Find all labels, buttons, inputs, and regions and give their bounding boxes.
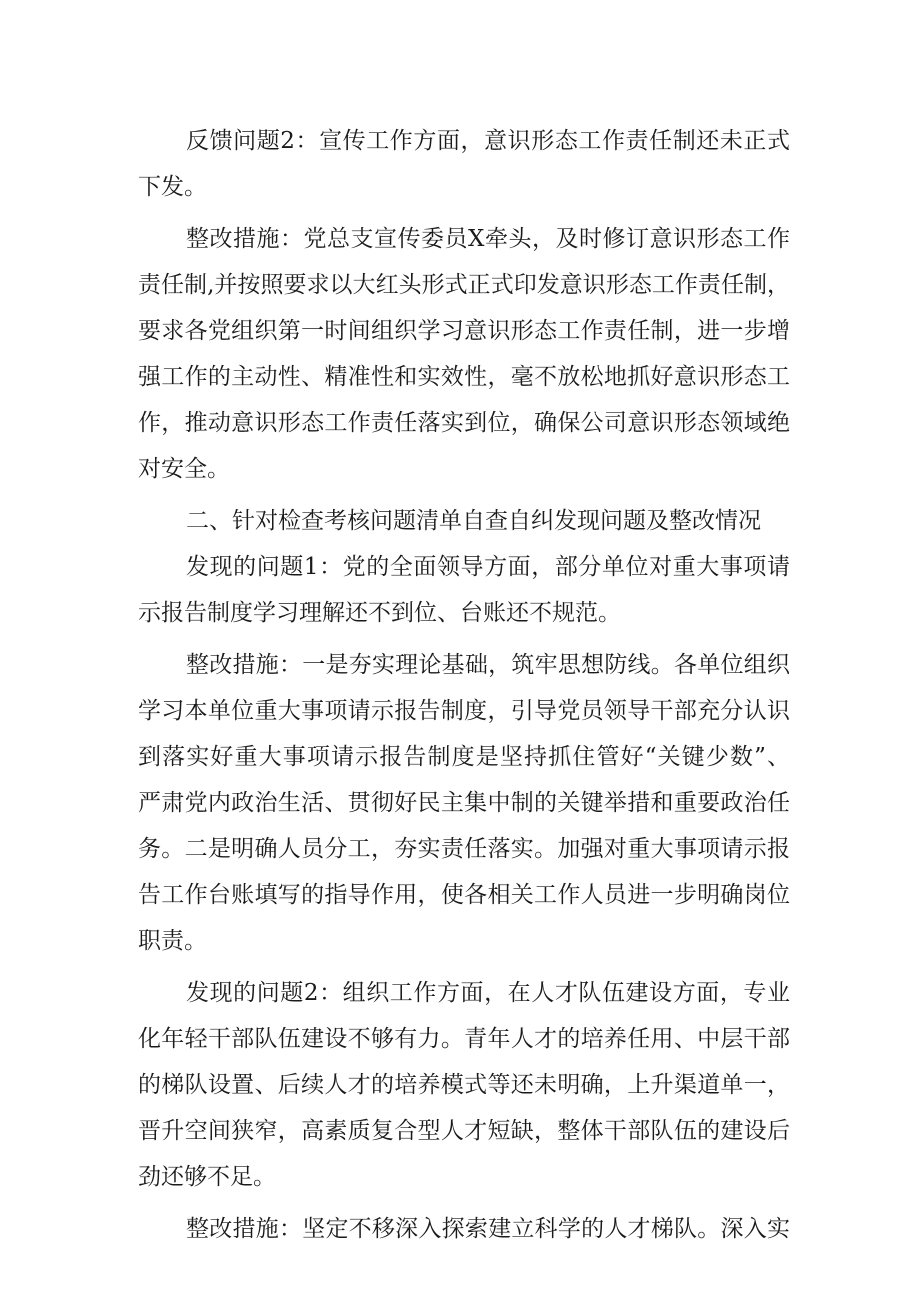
text-line: 反馈问题2：宣传工作方面，意识形态工作责任制还未正式 — [186, 128, 790, 154]
text-line: 劲还够不足。 — [138, 1164, 276, 1190]
text-line: 严肃党内政治生活、贯彻好民主集中制的关键举措和重要政治任 — [138, 790, 790, 816]
text-line: 二、针对检查考核问题清单自查自纠发现问题及整改情况 — [186, 508, 761, 534]
text-line: 晋升空间狭窄，高素质复合型人才短缺，整体干部队伍的建设后 — [138, 1118, 790, 1144]
text-line: 务。二是明确人员分工，夯实责任落实。加强对重大事项请示报 — [138, 836, 790, 862]
text-line: 化年轻干部队伍建设不够有力。青年人才的培养任用、中层干部 — [138, 1026, 790, 1052]
text-line: 整改措施：党总支宣传委员X牵头，及时修订意识形态工作 — [186, 226, 790, 252]
paragraph-found-issue-1 — [138, 544, 790, 636]
text-line: 要求各党组织第一时间组织学习意识形态工作责任制，进一步增 — [138, 318, 790, 344]
text-line: 职责。 — [138, 928, 207, 954]
text-line: 示报告制度学习理解还不到位、台账还不规范。 — [138, 600, 621, 626]
text-line: 到落实好重大事项请示报告制度是坚持抓住管好“关键少数”、 — [138, 744, 790, 770]
text-line: 下发。 — [138, 174, 207, 200]
text-line: 的梯队设置、后续人才的培养模式等还未明确，上升渠道单一， — [138, 1072, 790, 1098]
text-line: 整改措施：一是夯实理论基础，筑牢思想防线。各单位组织 — [186, 652, 790, 678]
text-line: 学习本单位重大事项请示报告制度，引导党员领导干部充分认识 — [138, 698, 790, 724]
paragraph-rectification-3 — [138, 1206, 790, 1252]
document-body — [138, 118, 790, 1252]
text-line: 发现的问题1：党的全面领导方面，部分单位对重大事项请 — [186, 554, 790, 580]
text-line: 发现的问题2：组织工作方面，在人才队伍建设方面，专业 — [186, 980, 790, 1006]
text-line: 强工作的主动性、精准性和实效性，毫不放松地抓好意识形态工 — [138, 364, 790, 390]
paragraph-found-issue-2 — [138, 970, 790, 1200]
text-line: 整改措施：坚定不移深入探索建立科学的人才梯队。深入实 — [186, 1216, 790, 1242]
text-line: 告工作台账填写的指导作用，使各相关工作人员进一步明确岗位 — [138, 882, 790, 908]
paragraph-rectification-2 — [138, 642, 790, 964]
text-line: 对安全。 — [138, 456, 230, 482]
paragraph-rectification-1 — [138, 216, 790, 492]
text-line: 责任制,并按照要求以大红头形式正式印发意识形态工作责任制， — [138, 272, 790, 298]
section-heading — [138, 498, 790, 544]
paragraph-feedback-issue-2 — [138, 118, 790, 210]
text-line: 作，推动意识形态工作责任落实到位，确保公司意识形态领域绝 — [138, 410, 790, 436]
